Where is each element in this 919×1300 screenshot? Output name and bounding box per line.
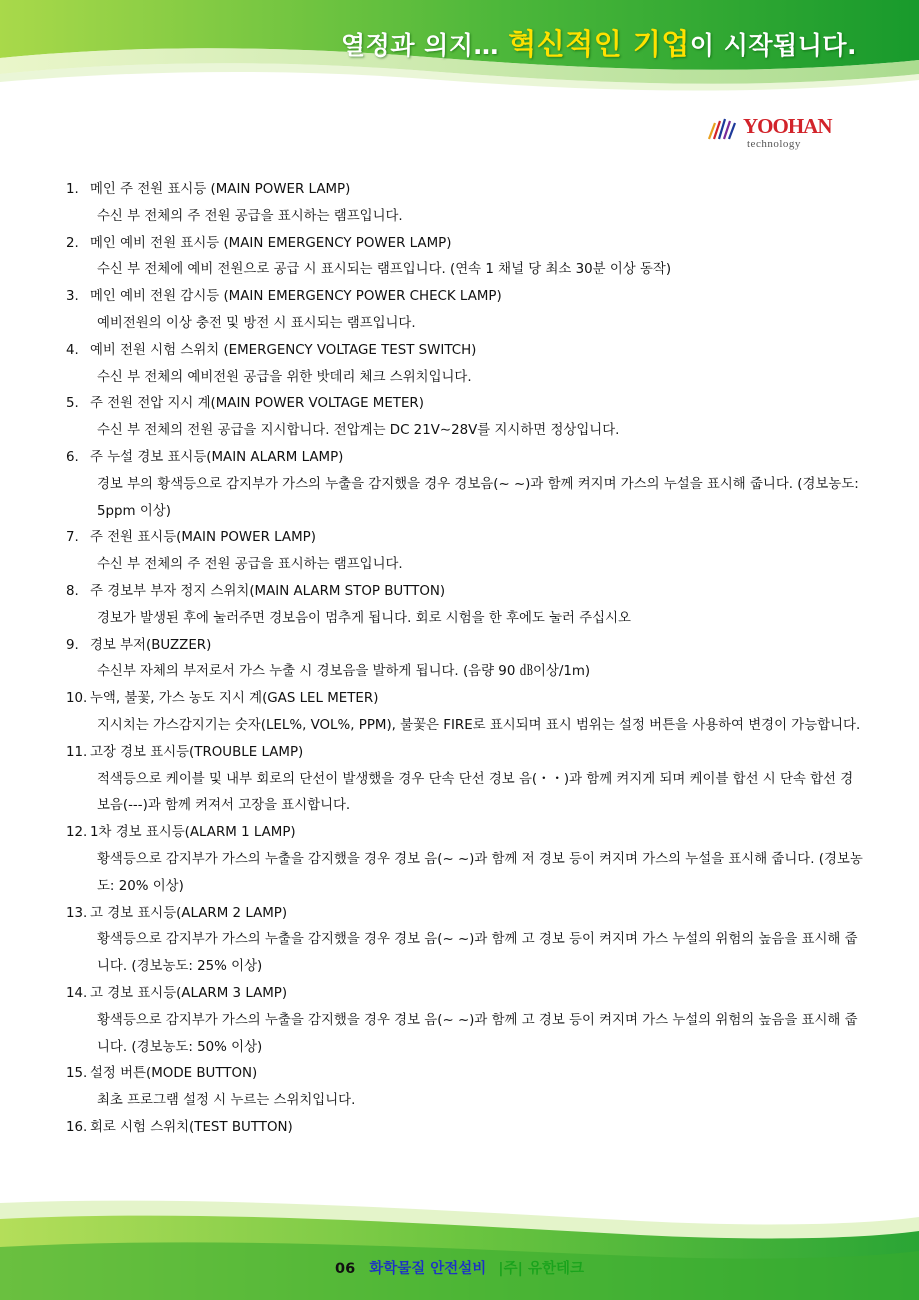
item-heading [66,1115,866,1142]
item-description: 수신부 자체의 부저로서 가스 누출 시 경보음을 발하게 됩니다. (음량 90 ㏈이상/1m) [97,664,591,680]
item-heading [66,579,866,606]
item-number: 7. [66,530,79,546]
item-number: 15. [66,1066,88,1082]
item-title: 주 누설 경보 표시등(MAIN ALARM LAMP) [90,449,344,465]
list-item [66,579,866,633]
item-description: 황색등으로 감지부가 가스의 누출을 감지했을 경우 경보 음(~ ~)과 함께 고 경보 등이 켜지며 가스 누설의 위험의 높음을 표시해 줍니다. (경보농도: 50% 이상) [97,1012,858,1055]
item-heading [66,284,866,311]
logo-subtitle: technology [747,138,801,150]
item-title: 설정 버튼(MODE BUTTON) [90,1066,258,1082]
item-title: 회로 시험 스위치(TEST BUTTON) [90,1119,293,1135]
item-number: 5. [66,396,79,412]
item-description: 경보 부의 황색등으로 감지부가 가스의 누출을 감지했을 경우 경보음(~ ~)과 함께 켜지며 가스의 누설을 표시해 줍니다. (경보농도: 5ppm 이상) [97,476,859,519]
logo-stripes-icon [709,119,735,139]
list-item [66,177,866,231]
item-number: 8. [66,583,79,599]
item-number: 9. [66,637,79,653]
item-description: 수신 부 전체의 주 전원 공급을 표시하는 램프입니다. [97,208,403,224]
item-description: 최초 프로그램 설정 시 누르는 스위치입니다. [97,1093,356,1109]
slogan-part-1: 열정과 의지… [341,31,509,60]
logo-wordmark: YOOHAN [743,114,832,138]
item-title: 메인 예비 전원 감시등 (MAIN EMERGENCY POWER CHECK LAMP) [90,289,502,305]
item-title: 예비 전원 시험 스위치 (EMERGENCY VOLTAGE TEST SWITCH) [90,342,477,358]
item-heading [66,740,866,767]
item-number: 10. [66,691,88,707]
item-number: 4. [66,342,79,358]
item-description: 예비전원의 이상 충전 및 방전 시 표시되는 램프입니다. [97,315,416,331]
page-number: 06 [335,1261,356,1277]
item-description: 적색등으로 케이블 및 내부 회로의 단선이 발생했을 경우 단속 단선 경보 음(・・)과 함께 켜지게 되며 케이블 합선 시 단속 합선 경보음(---)과 함께 켜져서 고장을 표시합니다. [97,771,854,814]
item-title: 누액, 불꽃, 가스 농도 지시 계(GAS LEL METER) [90,691,379,707]
item-heading [66,231,866,258]
list-item [66,981,866,1061]
item-title: 주 경보부 부자 정지 스위치(MAIN ALARM STOP BUTTON) [90,583,446,599]
list-item [66,740,866,820]
list-item [66,1061,866,1115]
item-title: 고장 경보 표시등(TROUBLE LAMP) [90,744,304,760]
slogan-part-2: 이 시작됩니다. [689,31,857,60]
item-title: 메인 주 전원 표시등 (MAIN POWER LAMP) [90,182,351,197]
item-heading [66,525,866,552]
item-title: 주 전원 전압 지시 계(MAIN POWER VOLTAGE METER) [90,396,424,412]
item-description: 수신 부 전체의 전원 공급을 지시합니다. 전압계는 DC 21V∼28V를 지시하면 정상입니다. [97,423,620,439]
list-item [66,820,866,900]
item-description: 수신 부 전체의 예비전원 공급을 위한 밧데리 체크 스위치입니다. [97,369,472,385]
item-heading [66,981,866,1008]
item-number: 14. [66,985,88,1001]
item-number: 12. [66,825,88,841]
item-description: 지시치는 가스감지기는 숫자(LEL%, VOL%, PPM), 불꽃은 FIRE로 표시되며 표시 범위는 설정 버튼을 사용하여 변경이 가능합니다. [97,717,861,733]
item-number: 13. [66,905,88,921]
item-description: 수신 부 전체의 주 전원 공급을 표시하는 램프입니다. [97,557,403,573]
list-item [66,284,866,338]
item-heading [66,391,866,418]
item-heading [66,338,866,365]
item-heading [66,445,866,472]
item-number: 16. [66,1119,88,1135]
item-title: 1차 경보 표시등(ALARM 1 LAMP) [90,825,296,841]
item-heading [66,633,866,660]
item-title: 주 전원 표시등(MAIN POWER LAMP) [90,530,316,546]
footer-banner [0,1195,919,1300]
description-list [66,177,866,1142]
list-item [66,686,866,740]
item-number: 1. [66,182,79,197]
list-item [66,1115,866,1142]
footer [0,1257,919,1278]
list-item [66,633,866,687]
item-title: 고 경보 표시등(ALARM 3 LAMP) [90,985,288,1001]
item-heading [66,177,866,204]
item-heading [66,1061,866,1088]
item-number: 3. [66,289,79,305]
list-item [66,525,866,579]
item-number: 2. [66,235,79,251]
footer-title: 화학물질 안전설비 [369,1261,487,1277]
list-item [66,901,866,981]
item-number: 6. [66,449,79,465]
list-item [66,231,866,285]
item-description: 수신 부 전체에 예비 전원으로 공급 시 표시되는 램프입니다. (연속 1 채널 당 최소 30분 이상 동작) [97,262,672,278]
item-heading [66,820,866,847]
list-item [66,391,866,445]
slogan-highlight: 혁신적인 기업 [508,27,690,61]
item-heading [66,901,866,928]
item-description: 황색등으로 감지부가 가스의 누출을 감지했을 경우 경보 음(~ ~)과 함께 저 경보 등이 켜지며 가스의 누설을 표시해 줍니다. (경보농도: 20% 이상) [97,851,863,894]
header-slogan [341,22,857,63]
item-description: 황색등으로 감지부가 가스의 누출을 감지했을 경우 경보 음(~ ~)과 함께 고 경보 등이 켜지며 가스 누설의 위험의 높음을 표시해 줍니다. (경보농도: 25% 이상) [97,932,858,975]
item-title: 경보 부저(BUZZER) [90,637,212,653]
list-item [66,445,866,525]
list-item [66,338,866,392]
company-logo [707,110,857,152]
item-title: 고 경보 표시등(ALARM 2 LAMP) [90,905,288,921]
item-description: 경보가 발생된 후에 눌러주면 경보음이 멈추게 됩니다. 회로 시험을 한 후에도 눌러 주십시오 [97,610,631,626]
item-heading [66,686,866,713]
item-number: 11. [66,744,88,760]
footer-company: |주| 유한테크 [498,1261,584,1277]
item-title: 메인 예비 전원 표시등 (MAIN EMERGENCY POWER LAMP) [90,235,452,251]
